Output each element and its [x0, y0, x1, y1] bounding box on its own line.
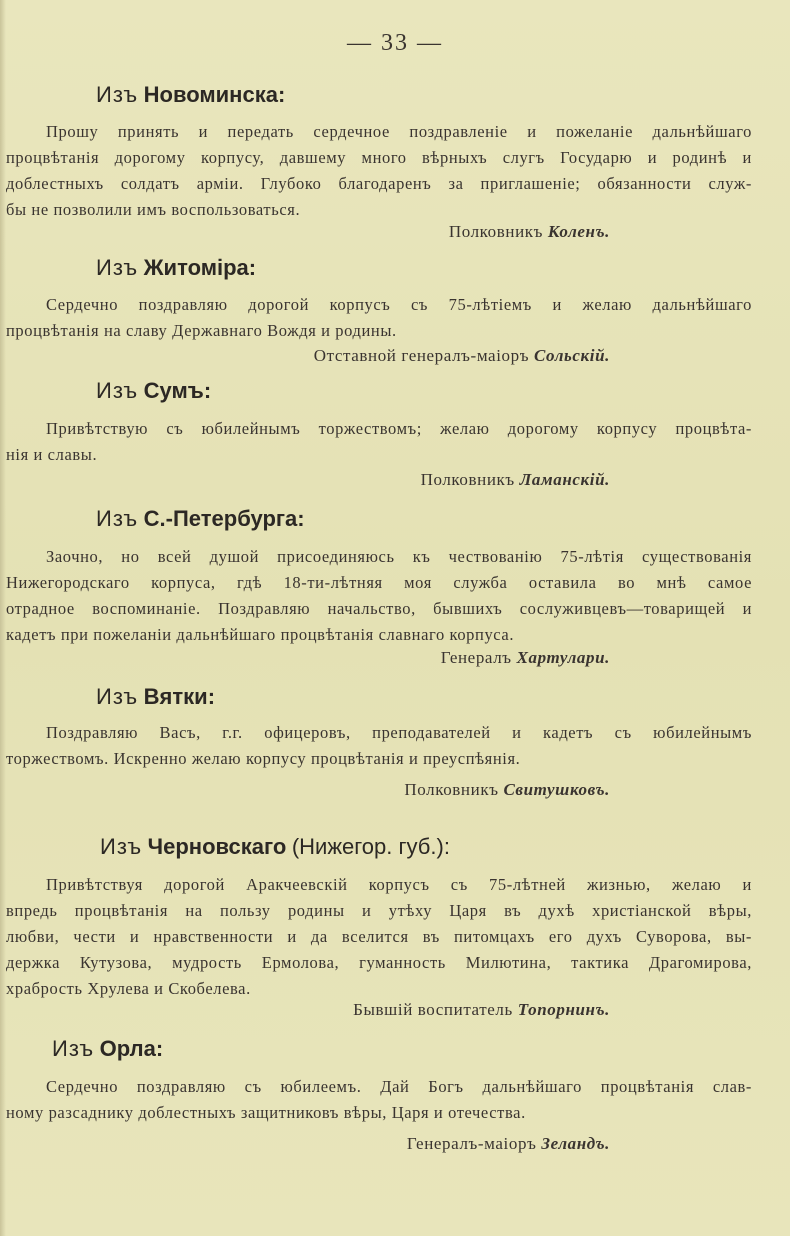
text-line: доблестныхъ солдатъ арміи. Глубоко благодаренъ за приглашеніе; обязанности служ- — [6, 174, 752, 193]
heading-place: Черновскаго — [147, 834, 287, 859]
text-line: ному разсаднику доблестныхъ защитниковъ вѣры, Царя и отечества. — [6, 1103, 526, 1122]
signature-title: Генералъ — [440, 648, 512, 667]
heading-prefix: Изъ — [96, 684, 139, 709]
section-heading-vyatka — [96, 684, 215, 710]
text-line: бы не позволили имъ воспользоваться. — [6, 200, 301, 219]
text-line: Привѣтствуя дорогой Аракчеевскій корпусъ съ 75-лѣтней жизнью, желаю и — [46, 875, 752, 894]
text-line: Нижегородскаго корпуса, гдѣ 18-ти-лѣтняя моя служба оставила во мнѣ самое — [6, 573, 752, 592]
signature-orel — [407, 1134, 610, 1154]
text-line: процвѣтанія на славу Державнаго Вождя и родины. — [6, 321, 397, 340]
section-heading-novominsk — [96, 82, 285, 108]
text-line: Привѣтствую съ юбилейнымъ торжествомъ; желаю дорогому корпусу процвѣта- — [46, 419, 752, 438]
signature-title: Полковникъ — [404, 780, 499, 799]
signature-name: Ламанскій. — [519, 470, 610, 489]
section-heading-spb — [96, 506, 305, 532]
signature-name: Свитушковъ. — [503, 780, 610, 799]
signature-spb — [441, 648, 610, 668]
heading-place: Сумъ: — [143, 378, 212, 403]
heading-prefix: Изъ — [96, 506, 139, 531]
heading-place: Житоміра: — [143, 255, 257, 280]
heading-place: Вятки: — [143, 684, 216, 709]
section-text-orel — [6, 1074, 752, 1126]
section-text-vyatka — [6, 720, 752, 772]
signature-zhitomir — [314, 346, 610, 366]
section-text-chernovskoe — [6, 872, 752, 1002]
text-line: Заочно, но всей душой присоединяюсь къ чествованію 75-лѣтія существованія — [46, 547, 752, 566]
text-line: Сердечно поздравляю съ юбилеемъ. Дай Богъ дальнѣйшаго процвѣтанія слав- — [46, 1077, 752, 1096]
signature-chernovskoe — [353, 1000, 610, 1020]
signature-novominsk — [449, 222, 610, 242]
signature-title: Полковникъ — [448, 222, 544, 241]
section-heading-zhitomir — [96, 255, 256, 281]
text-line: впредь процвѣтанія на пользу родины и утѣху Царя въ духѣ христіанской вѣры, — [6, 901, 752, 920]
page-number: — 33 — — [347, 30, 443, 56]
signature-title: Полковникъ — [420, 470, 515, 489]
signature-title: Отставной генералъ-маіоръ — [313, 346, 530, 365]
section-text-spb — [6, 544, 752, 648]
heading-place: Новоминска: — [143, 82, 286, 107]
signature-sumy — [421, 470, 610, 490]
text-line: процвѣтанія дорогому корпусу, давшему много вѣрныхъ слугъ Государю и родинѣ и — [6, 148, 752, 167]
signature-name: Коленъ. — [547, 222, 610, 241]
signature-name: Хартулари. — [516, 648, 610, 667]
signature-name: Топорнинъ. — [517, 1000, 610, 1019]
text-line: нія и славы. — [6, 445, 98, 464]
text-line: Сердечно поздравляю дорогой корпусъ съ 75-лѣтіемъ и желаю дальнѣйшаго — [46, 295, 752, 314]
section-text-zhitomir — [6, 292, 752, 344]
text-line: торжествомъ. Искренно желаю корпусу процвѣтанія и преуспѣянія. — [6, 749, 521, 768]
section-heading-sumy — [96, 378, 211, 404]
text-line: отрадное воспоминаніе. Поздравляю начальство, бывшихъ сослуживцевъ—товарищей и — [6, 599, 752, 618]
section-heading-orel — [52, 1036, 163, 1062]
signature-vyatka — [404, 780, 610, 800]
heading-prefix: Изъ — [52, 1036, 95, 1061]
signature-title: Бывшій воспитатель — [353, 1000, 513, 1019]
section-text-novominsk — [6, 119, 752, 223]
text-line: храбрость Хрулева и Скобелева. — [6, 979, 251, 998]
section-text-sumy — [6, 416, 752, 468]
signature-title: Генералъ-маіоръ — [406, 1134, 537, 1153]
heading-prefix: Изъ — [100, 834, 143, 859]
section-heading-chernovskoe — [100, 834, 450, 860]
text-line: Поздравляю Васъ, г.г. офицеровъ, преподавателей и кадетъ съ юбилейнымъ — [46, 723, 752, 742]
signature-name: Зеландъ. — [541, 1134, 610, 1153]
text-line: кадетъ при пожеланіи дальнѣйшаго процвѣтанія славнаго корпуса. — [6, 625, 515, 644]
text-line: держка Кутузова, мудрость Ермолова, гуманность Милютина, тактика Драгомирова, — [6, 953, 752, 972]
text-line: любви, чести и нравственности и да вселится въ питомцахъ его духъ Суворова, вы- — [6, 927, 752, 946]
heading-place: С.-Петербурга: — [143, 506, 305, 531]
heading-note: (Нижегор. губ.): — [291, 834, 450, 859]
heading-prefix: Изъ — [96, 255, 139, 280]
heading-prefix: Изъ — [96, 378, 139, 403]
signature-name: Сольскій. — [533, 346, 610, 365]
heading-prefix: Изъ — [96, 82, 139, 107]
text-line: Прошу принять и передать сердечное поздравленіе и пожеланіе дальнѣйшаго — [46, 122, 752, 141]
heading-place: Орла: — [99, 1036, 164, 1061]
